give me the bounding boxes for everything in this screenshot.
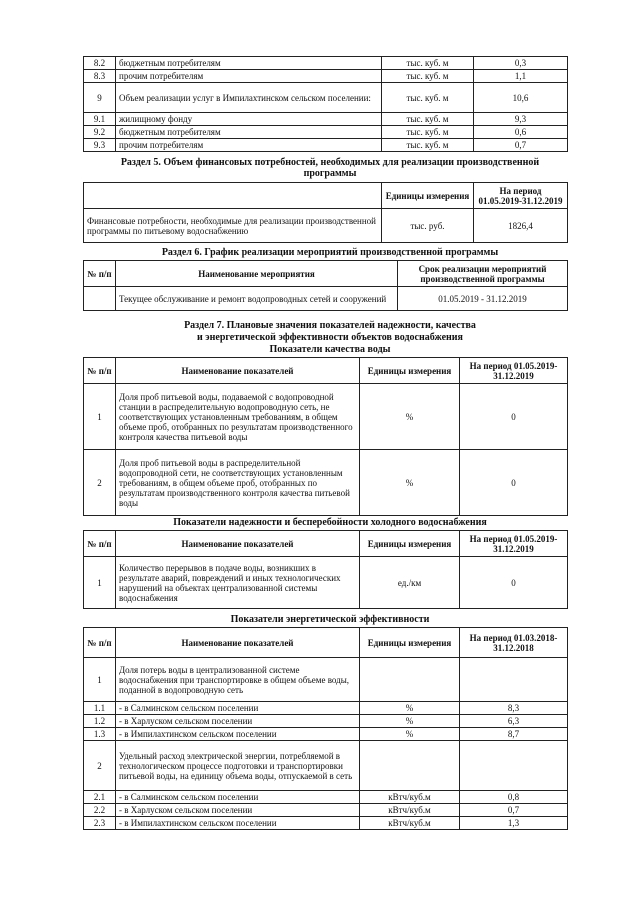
header-period: На период 01.03.2018-31.12.2018 [460, 628, 568, 658]
header-no: № п/п [84, 261, 116, 287]
cell-name: - в Салминском сельском поселении [116, 702, 360, 715]
cell-no: 1.3 [84, 728, 116, 741]
cell-no: 9.3 [84, 139, 116, 152]
cell-unit: % [360, 728, 460, 741]
cell-unit: тыс. куб. м [382, 113, 474, 126]
cell-unit: % [360, 702, 460, 715]
cell-value: 0,3 [474, 57, 568, 70]
cell-value: 0,8 [460, 791, 568, 804]
energy-table [83, 627, 567, 830]
cell-name: - в Импилахтинском сельском поселении [116, 728, 360, 741]
cell-no: 8.2 [84, 57, 116, 70]
cell-no: 9.1 [84, 113, 116, 126]
cell-value: 8,7 [460, 728, 568, 741]
cell-name: жилищному фонду [116, 113, 382, 126]
cell-no: 1 [84, 384, 116, 450]
cell-no: 1.2 [84, 715, 116, 728]
section7-title-line1: Раздел 7. Плановые значения показателей надежности, качества [184, 320, 476, 331]
cell-unit: тыс. куб. м [382, 57, 474, 70]
header-no: № п/п [84, 628, 116, 658]
cell-value [460, 658, 568, 702]
cell-name: Доля проб питьевой воды в распределительной водопроводной сети, не соответствующих установленным требованиям, в общем объеме проб, отобранных по результатам производственного контроля качества питьевой воды [116, 450, 360, 516]
header-no: № п/п [84, 358, 116, 384]
table-row [84, 702, 568, 715]
header-unit: Единицы измерения [360, 531, 460, 557]
cell-unit: кВтч/куб.м [360, 791, 460, 804]
cell-name: - в Салминском сельском поселении [116, 791, 360, 804]
cell-value: 0,7 [460, 804, 568, 817]
table-row [84, 817, 568, 830]
reliability-table [83, 530, 567, 609]
cell-name: Доля потерь воды в централизованной системе водоснабжения при транспортировке в общем объеме воды, поданной в водопроводную сеть [116, 658, 360, 702]
finance-value: 1826,4 [474, 209, 568, 243]
table-row [84, 715, 568, 728]
cell-no: 1 [84, 658, 116, 702]
cell-value: 0,7 [474, 139, 568, 152]
cell-name: - в Харлуском сельском поселении [116, 715, 360, 728]
finance-unit: тыс. руб. [382, 209, 474, 243]
table-row [84, 450, 568, 516]
header-name: Наименование мероприятия [116, 261, 398, 287]
cell-name: прочим потребителям [116, 70, 382, 83]
cell-name: бюджетным потребителям [116, 126, 382, 139]
header-period: На период 01.05.2019-31.12.2019 [460, 531, 568, 557]
cell-name: Доля проб питьевой воды, подаваемой с водопроводной станции в распределительную водопроводную сеть, не соответствующих установленным требованиям, в общем объеме проб, отобранных по результатам производственного контроля качества питьевой воды [116, 384, 360, 450]
header-blank [84, 183, 382, 209]
header-unit: Единицы измерения [382, 183, 474, 209]
quality-subtitle: Показатели качества воды [269, 344, 391, 355]
cell-name: Количество перерывов в подаче воды, возникших в результате аварий, повреждений и иных технологических нарушений на объектах централизованной системы водоснабжения [116, 557, 360, 609]
cell-no: 2.1 [84, 791, 116, 804]
section5-title: Раздел 5. Объем финансовых потребностей, необходимых для реализации производственной программы [120, 157, 540, 179]
cell-unit: кВтч/куб.м [360, 804, 460, 817]
cell-value: 8,3 [460, 702, 568, 715]
cell-unit: ед./км [360, 557, 460, 609]
table-row [84, 113, 568, 126]
table-row [84, 791, 568, 804]
finance-name: Финансовые потребности, необходимые для реализации производственной программы по питьевому водоснабжению [84, 209, 382, 243]
cell-no: 9.2 [84, 126, 116, 139]
cell-unit: тыс. куб. м [382, 126, 474, 139]
cell-unit: % [360, 384, 460, 450]
energy-subtitle: Показатели энергетической эффективности [230, 614, 430, 625]
cell-unit [360, 658, 460, 702]
cell-no: 2.2 [84, 804, 116, 817]
cell-name: - в Импилахтинском сельском поселении [116, 817, 360, 830]
cell-value: 0,6 [474, 126, 568, 139]
cell-unit [360, 741, 460, 791]
schedule-name: Текущее обслуживание и ремонт водопроводных сетей и сооружений [116, 287, 398, 311]
cell-unit: кВтч/куб.м [360, 817, 460, 830]
section6-title: Раздел 6. График реализации мероприятий производственной программы [161, 247, 499, 258]
schedule-table [83, 260, 567, 311]
cell-no: 9 [84, 83, 116, 113]
cell-unit: тыс. куб. м [382, 83, 474, 113]
table-row [84, 658, 568, 702]
header-name: Наименование показателей [116, 628, 360, 658]
quality-table [83, 357, 567, 516]
cell-value: 6,3 [460, 715, 568, 728]
cell-name: Объем реализации услуг в Импилахтинском сельском поселении: [116, 83, 382, 113]
cell-value: 0 [460, 384, 568, 450]
table-row [84, 83, 568, 113]
schedule-term: 01.05.2019 - 31.12.2019 [398, 287, 568, 311]
table-row [84, 57, 568, 70]
table-row [84, 741, 568, 791]
table-row [84, 557, 568, 609]
header-unit: Единицы измерения [360, 628, 460, 658]
header-name: Наименование показателей [116, 531, 360, 557]
table-row [84, 139, 568, 152]
cell-name: бюджетным потребителям [116, 57, 382, 70]
cell-value: 0 [460, 450, 568, 516]
header-no: № п/п [84, 531, 116, 557]
cell-no: 8.3 [84, 70, 116, 83]
cell-value: 9,3 [474, 113, 568, 126]
cell-no: 2.3 [84, 817, 116, 830]
table-row [84, 126, 568, 139]
cell-unit: % [360, 450, 460, 516]
header-name: Наименование показателей [116, 358, 360, 384]
table-row [84, 384, 568, 450]
cell-value: 1,3 [460, 817, 568, 830]
cell-no: 1.1 [84, 702, 116, 715]
cell-name: - в Харлуском сельском поселении [116, 804, 360, 817]
cell-unit: тыс. куб. м [382, 139, 474, 152]
table-row [84, 728, 568, 741]
cell-value: 1,1 [474, 70, 568, 83]
cell-value [460, 741, 568, 791]
cell-no: 1 [84, 557, 116, 609]
volume-table [83, 56, 567, 152]
header-period: На период 01.05.2019-31.12.2019 [474, 183, 568, 209]
header-unit: Единицы измерения [360, 358, 460, 384]
finance-table [83, 182, 567, 243]
cell-value: 0 [460, 557, 568, 609]
table-row [84, 804, 568, 817]
header-period: На период 01.05.2019-31.12.2019 [460, 358, 568, 384]
cell-name: Удельный расход электрической энергии, потребляемой в технологическом процессе подготовки и транспортировки питьевой воды, на единицу объема воды, отпускаемой в сеть [116, 741, 360, 791]
cell-name: прочим потребителям [116, 139, 382, 152]
table-row [84, 70, 568, 83]
reliability-subtitle: Показатели надежности и бесперебойности холодного водоснабжения [173, 517, 487, 528]
header-term: Срок реализации мероприятий производственной программы [398, 261, 568, 287]
cell-value: 10,6 [474, 83, 568, 113]
cell-unit: % [360, 715, 460, 728]
section7-title-line2: и энергетической эффективности объектов водоснабжения [197, 332, 463, 343]
cell-no: 2 [84, 741, 116, 791]
cell-unit: тыс. куб. м [382, 70, 474, 83]
schedule-no [84, 287, 116, 311]
cell-no: 2 [84, 450, 116, 516]
